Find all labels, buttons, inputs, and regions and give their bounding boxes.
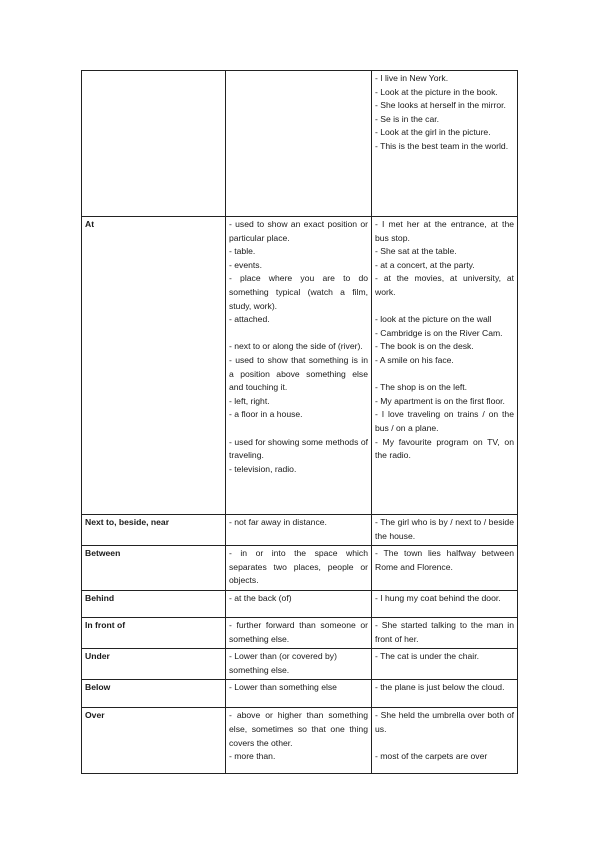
meaning-text: - a floor in a house.	[229, 409, 303, 420]
examples-cell	[372, 649, 518, 680]
spacer	[229, 422, 368, 436]
example-text: - The cat is under the chair.	[375, 651, 479, 662]
meaning-text: - in or into the space which separates two places, people or objects.	[229, 548, 368, 586]
meaning-text: - next to or along the side of (river).	[229, 341, 363, 352]
example-text: - most of the carpets are over	[375, 751, 488, 762]
spacer	[375, 300, 514, 314]
table-row	[82, 649, 518, 680]
meaning-text: - television, radio.	[229, 463, 297, 474]
example-text: - Se is in the car.	[375, 113, 440, 124]
example-text: - I love traveling on trains / on the bus / on a plane.	[375, 409, 514, 433]
meaning-cell	[226, 546, 372, 591]
table-row	[82, 546, 518, 591]
example-text: - Cambridge is on the River Cam.	[375, 327, 503, 338]
meaning-text: - used for showing some methods of traveling.	[229, 436, 368, 461]
example-text: - The girl who is by / next to / beside the house.	[375, 517, 514, 541]
example-text: - the plane is just below the cloud.	[375, 682, 505, 693]
meaning-cell	[226, 649, 372, 680]
example-text: - Look at the girl in the picture.	[375, 127, 491, 138]
table-row	[82, 217, 518, 515]
meaning-cell	[226, 590, 372, 617]
example-text: - The town lies halfway between Rome and Florence.	[375, 548, 514, 572]
example-text: - Look at the picture in the book.	[375, 86, 498, 97]
example-text: - at the movies, at university, at work.	[375, 273, 514, 297]
meaning-text: - not far away in distance.	[229, 517, 327, 527]
term-cell: Behind	[82, 590, 226, 617]
table-row	[82, 71, 518, 217]
meaning-text: - Lower than (or covered by) something else.	[229, 651, 337, 675]
example-text: - She sat at the table.	[375, 246, 457, 257]
prepositions-table	[81, 70, 518, 774]
term-cell: Next to, beside, near	[82, 515, 226, 546]
example-text: - I live in New York.	[375, 73, 449, 83]
table-row	[82, 590, 518, 617]
term-cell: Under	[82, 649, 226, 680]
example-text: - She started talking to the man in front of her.	[375, 619, 514, 644]
meaning-text: - further forward than someone or something else.	[229, 619, 368, 644]
meaning-text: - attached.	[229, 314, 270, 325]
term-cell: Over	[82, 708, 226, 774]
term-cell: Below	[82, 680, 226, 708]
example-text: - The book is on the desk.	[375, 341, 474, 352]
examples-cell	[372, 680, 518, 708]
example-text: - look at the picture on the wall	[375, 314, 492, 325]
table-row	[82, 708, 518, 774]
meaning-text: - left, right.	[229, 395, 270, 406]
spacer	[229, 327, 368, 341]
example-text: - She looks at herself in the mirror.	[375, 100, 506, 111]
table-row	[82, 617, 518, 648]
examples-cell	[372, 217, 518, 515]
meaning-text: - table.	[229, 246, 256, 257]
meaning-cell	[226, 708, 372, 774]
example-text: - I hung my coat behind the door.	[375, 592, 501, 603]
example-text: - I met her at the entrance, at the bus stop.	[375, 219, 514, 243]
examples-cell	[372, 71, 518, 217]
table-row	[82, 680, 518, 708]
example-text: - This is the best team in the world.	[375, 140, 509, 151]
meaning-cell	[226, 515, 372, 546]
term-cell: At	[82, 217, 226, 515]
example-text: - A smile on his face.	[375, 354, 454, 365]
meaning-text: - above or higher than something else, sometimes so that one thing covers the other.	[229, 710, 368, 748]
term-cell: Between	[82, 546, 226, 591]
meaning-text: - events.	[229, 259, 262, 270]
term-cell	[82, 71, 226, 217]
examples-cell	[372, 515, 518, 546]
example-text: - The shop is on the left.	[375, 382, 468, 393]
meaning-cell	[226, 217, 372, 515]
meaning-text: - Lower than something else	[229, 682, 337, 693]
meaning-cell	[226, 617, 372, 648]
meaning-cell	[226, 71, 372, 217]
meaning-text: - used to show that something is in a position above something else and touching it.	[229, 354, 368, 393]
meaning-cell	[226, 680, 372, 708]
meaning-text: - place where you are to do something typical (watch a film, study, work).	[229, 273, 368, 311]
meaning-text: - used to show an exact position or particular place.	[229, 219, 368, 243]
table-row	[82, 515, 518, 546]
example-text: - My apartment is on the first floor.	[375, 395, 505, 406]
examples-cell	[372, 590, 518, 617]
examples-cell	[372, 546, 518, 591]
term-cell: In front of	[82, 617, 226, 648]
example-text: - at a concert, at the party.	[375, 259, 475, 270]
meaning-text: - at the back (of)	[229, 592, 292, 603]
example-text: - My favourite program on TV, on the radio.	[375, 436, 514, 461]
spacer	[375, 737, 514, 751]
spacer	[375, 368, 514, 382]
meaning-text: - more than.	[229, 751, 276, 762]
example-text: - She held the umbrella over both of us.	[375, 710, 514, 734]
examples-cell	[372, 708, 518, 774]
examples-cell	[372, 617, 518, 648]
